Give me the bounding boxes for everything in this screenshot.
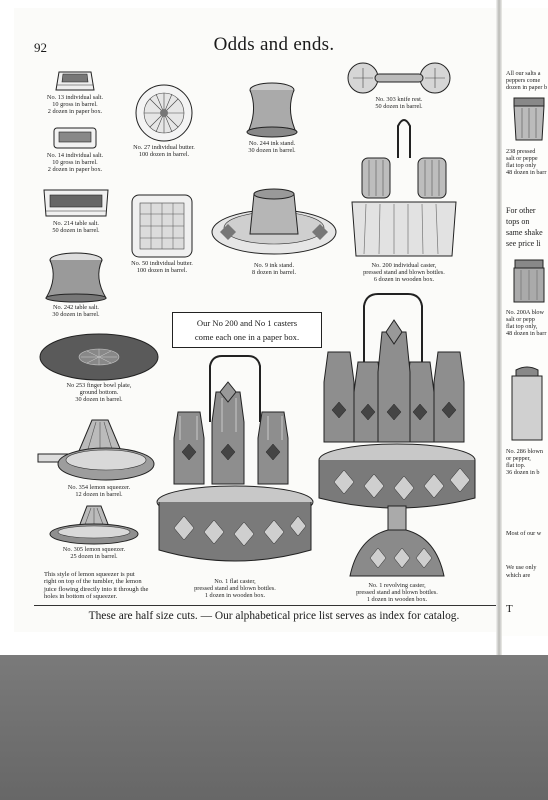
caption-butter-27: No. 27 individual butter. 100 dozen in barrel. bbox=[133, 144, 195, 159]
item-squeezer-354 bbox=[34, 414, 164, 498]
item-caster-200 bbox=[344, 116, 464, 284]
adjacent-line: 48 dozen in barr bbox=[506, 169, 547, 176]
adjacent-line: T bbox=[506, 603, 513, 615]
caption-butter-50: No. 50 individual butter. 100 dozen in barrel. bbox=[131, 260, 193, 275]
adjacent-line: flat top only bbox=[506, 162, 537, 169]
caption-squeezer-354: No. 354 lemon squeezer. 12 dozen in barrel. bbox=[67, 484, 131, 499]
caption-finger-bowl-253: No 253 finger bowl plate, ground bottom. 30 dozen in barrel. bbox=[66, 382, 132, 404]
adjacent-line: We use only bbox=[506, 564, 537, 571]
adjacent-line: see price li bbox=[506, 239, 541, 248]
adjacent-line: No. 286 blown bbox=[506, 448, 543, 455]
caption-salt-14: No. 14 individual salt. 10 gross in barrel. 2 dozen in paper box. bbox=[46, 152, 104, 174]
item-salt-214 bbox=[36, 186, 116, 234]
footer-text: These are half size cuts. — Our alphabetical price list serves as index for catalog. bbox=[88, 610, 460, 622]
caption-knife-rest-303: No. 303 knife rest. 50 dozen in barrel. bbox=[375, 96, 423, 111]
footer-rule bbox=[34, 605, 496, 606]
caption-caster-1-flat: No. 1 flat caster, pressed stand and blown bottles. 1 dozen in wooden box. bbox=[194, 578, 276, 600]
item-salt-13 bbox=[40, 64, 110, 116]
adjacent-line: peppers come bbox=[506, 77, 541, 84]
caption-inkstand-9: No. 9 ink stand. 8 dozen in barrel. bbox=[251, 262, 297, 277]
caption-salt-242: No. 242 table salt. 30 dozen in barrel. bbox=[52, 304, 100, 319]
item-butter-50 bbox=[122, 192, 202, 274]
shaker-286-illustration bbox=[508, 364, 546, 444]
item-caster-1-flat bbox=[150, 352, 320, 600]
item-inkstand-244 bbox=[232, 80, 312, 154]
caption-squeezer-305: No. 305 lemon squeezer. 25 dozen in barrel. bbox=[62, 546, 126, 561]
adjacent-line: same shake bbox=[506, 228, 543, 237]
item-knife-rest-303 bbox=[344, 60, 454, 110]
adjacent-line: salt or peppe bbox=[506, 155, 538, 162]
item-caster-1-revolving bbox=[312, 292, 482, 604]
caption-salt-13: No. 13 individual salt. 10 gross in barrel. 2 dozen in paper box. bbox=[46, 94, 104, 116]
item-salt-14 bbox=[40, 124, 110, 174]
item-finger-bowl-253 bbox=[36, 332, 162, 404]
page-title: Odds and ends. bbox=[213, 34, 335, 55]
butter-50-illustration bbox=[129, 192, 195, 260]
adjacent-line: For other bbox=[506, 206, 536, 215]
knife-rest-303-illustration bbox=[345, 60, 453, 96]
shaker-200a-illustration bbox=[510, 256, 546, 306]
adjacent-line: salt or pepp bbox=[506, 316, 535, 323]
caption-inkstand-244: No. 244 ink stand. 30 dozen in barrel. bbox=[248, 140, 296, 155]
salt-14-illustration bbox=[50, 124, 100, 152]
adjacent-line: dozen in paper b bbox=[506, 84, 548, 91]
adjacent-line: flat top only, bbox=[506, 323, 538, 330]
caption-caster-1-revolving: No. 1 revolving caster, pressed stand and blown bottles. 1 dozen in wooden box. bbox=[356, 582, 438, 604]
adjacent-line: Most of our w bbox=[506, 530, 542, 537]
item-squeezer-305 bbox=[44, 502, 144, 560]
caption-salt-214: No. 214 table salt. 50 dozen in barrel. bbox=[52, 220, 100, 235]
squeezer-note: This style of lemon squeezer is put right on top of the tumbler, the lemon juice flowing directly into it through the holes in bottom of squeezer. bbox=[44, 571, 149, 601]
adjacent-line: 238 pressed bbox=[506, 148, 536, 155]
adjacent-line: which are bbox=[506, 572, 531, 579]
adjacent-line: 36 dozen in b bbox=[506, 469, 540, 476]
caster-200-illustration bbox=[348, 116, 460, 262]
caster-1-flat-illustration bbox=[152, 352, 318, 578]
shaker-238-illustration bbox=[510, 94, 546, 144]
butter-27-illustration bbox=[134, 82, 194, 144]
notice-box: Our No 200 and No 1 casters come each one in a paper box. bbox=[172, 312, 322, 348]
finger-bowl-253-illustration bbox=[38, 332, 160, 382]
caption-caster-200: No. 200 individual caster, pressed stand and blown bottles. 6 dozen in wooden box. bbox=[363, 262, 445, 284]
item-salt-242 bbox=[36, 250, 116, 318]
caster-1-revolving-illustration bbox=[314, 292, 480, 582]
adjacent-page bbox=[502, 8, 548, 636]
scanner-bed bbox=[0, 655, 548, 800]
adjacent-line: flat top. bbox=[506, 462, 526, 469]
item-inkstand-9 bbox=[206, 178, 342, 276]
salt-214-illustration bbox=[40, 186, 112, 220]
adjacent-line: All our salts a bbox=[506, 70, 541, 77]
squeezer-354-illustration bbox=[36, 414, 162, 484]
squeezer-305-illustration bbox=[47, 502, 141, 546]
inkstand-244-illustration bbox=[242, 80, 302, 140]
adjacent-line: or pepper, bbox=[506, 455, 531, 462]
adjacent-line: 48 dozen in barr bbox=[506, 330, 547, 337]
adjacent-line: tops on bbox=[506, 217, 530, 226]
item-butter-27 bbox=[124, 82, 204, 158]
page-number: 92 bbox=[34, 40, 47, 55]
adjacent-line: No. 200A blow bbox=[506, 309, 544, 316]
salt-13-illustration bbox=[53, 64, 97, 94]
salt-242-illustration bbox=[40, 250, 112, 304]
inkstand-9-illustration bbox=[208, 178, 340, 262]
